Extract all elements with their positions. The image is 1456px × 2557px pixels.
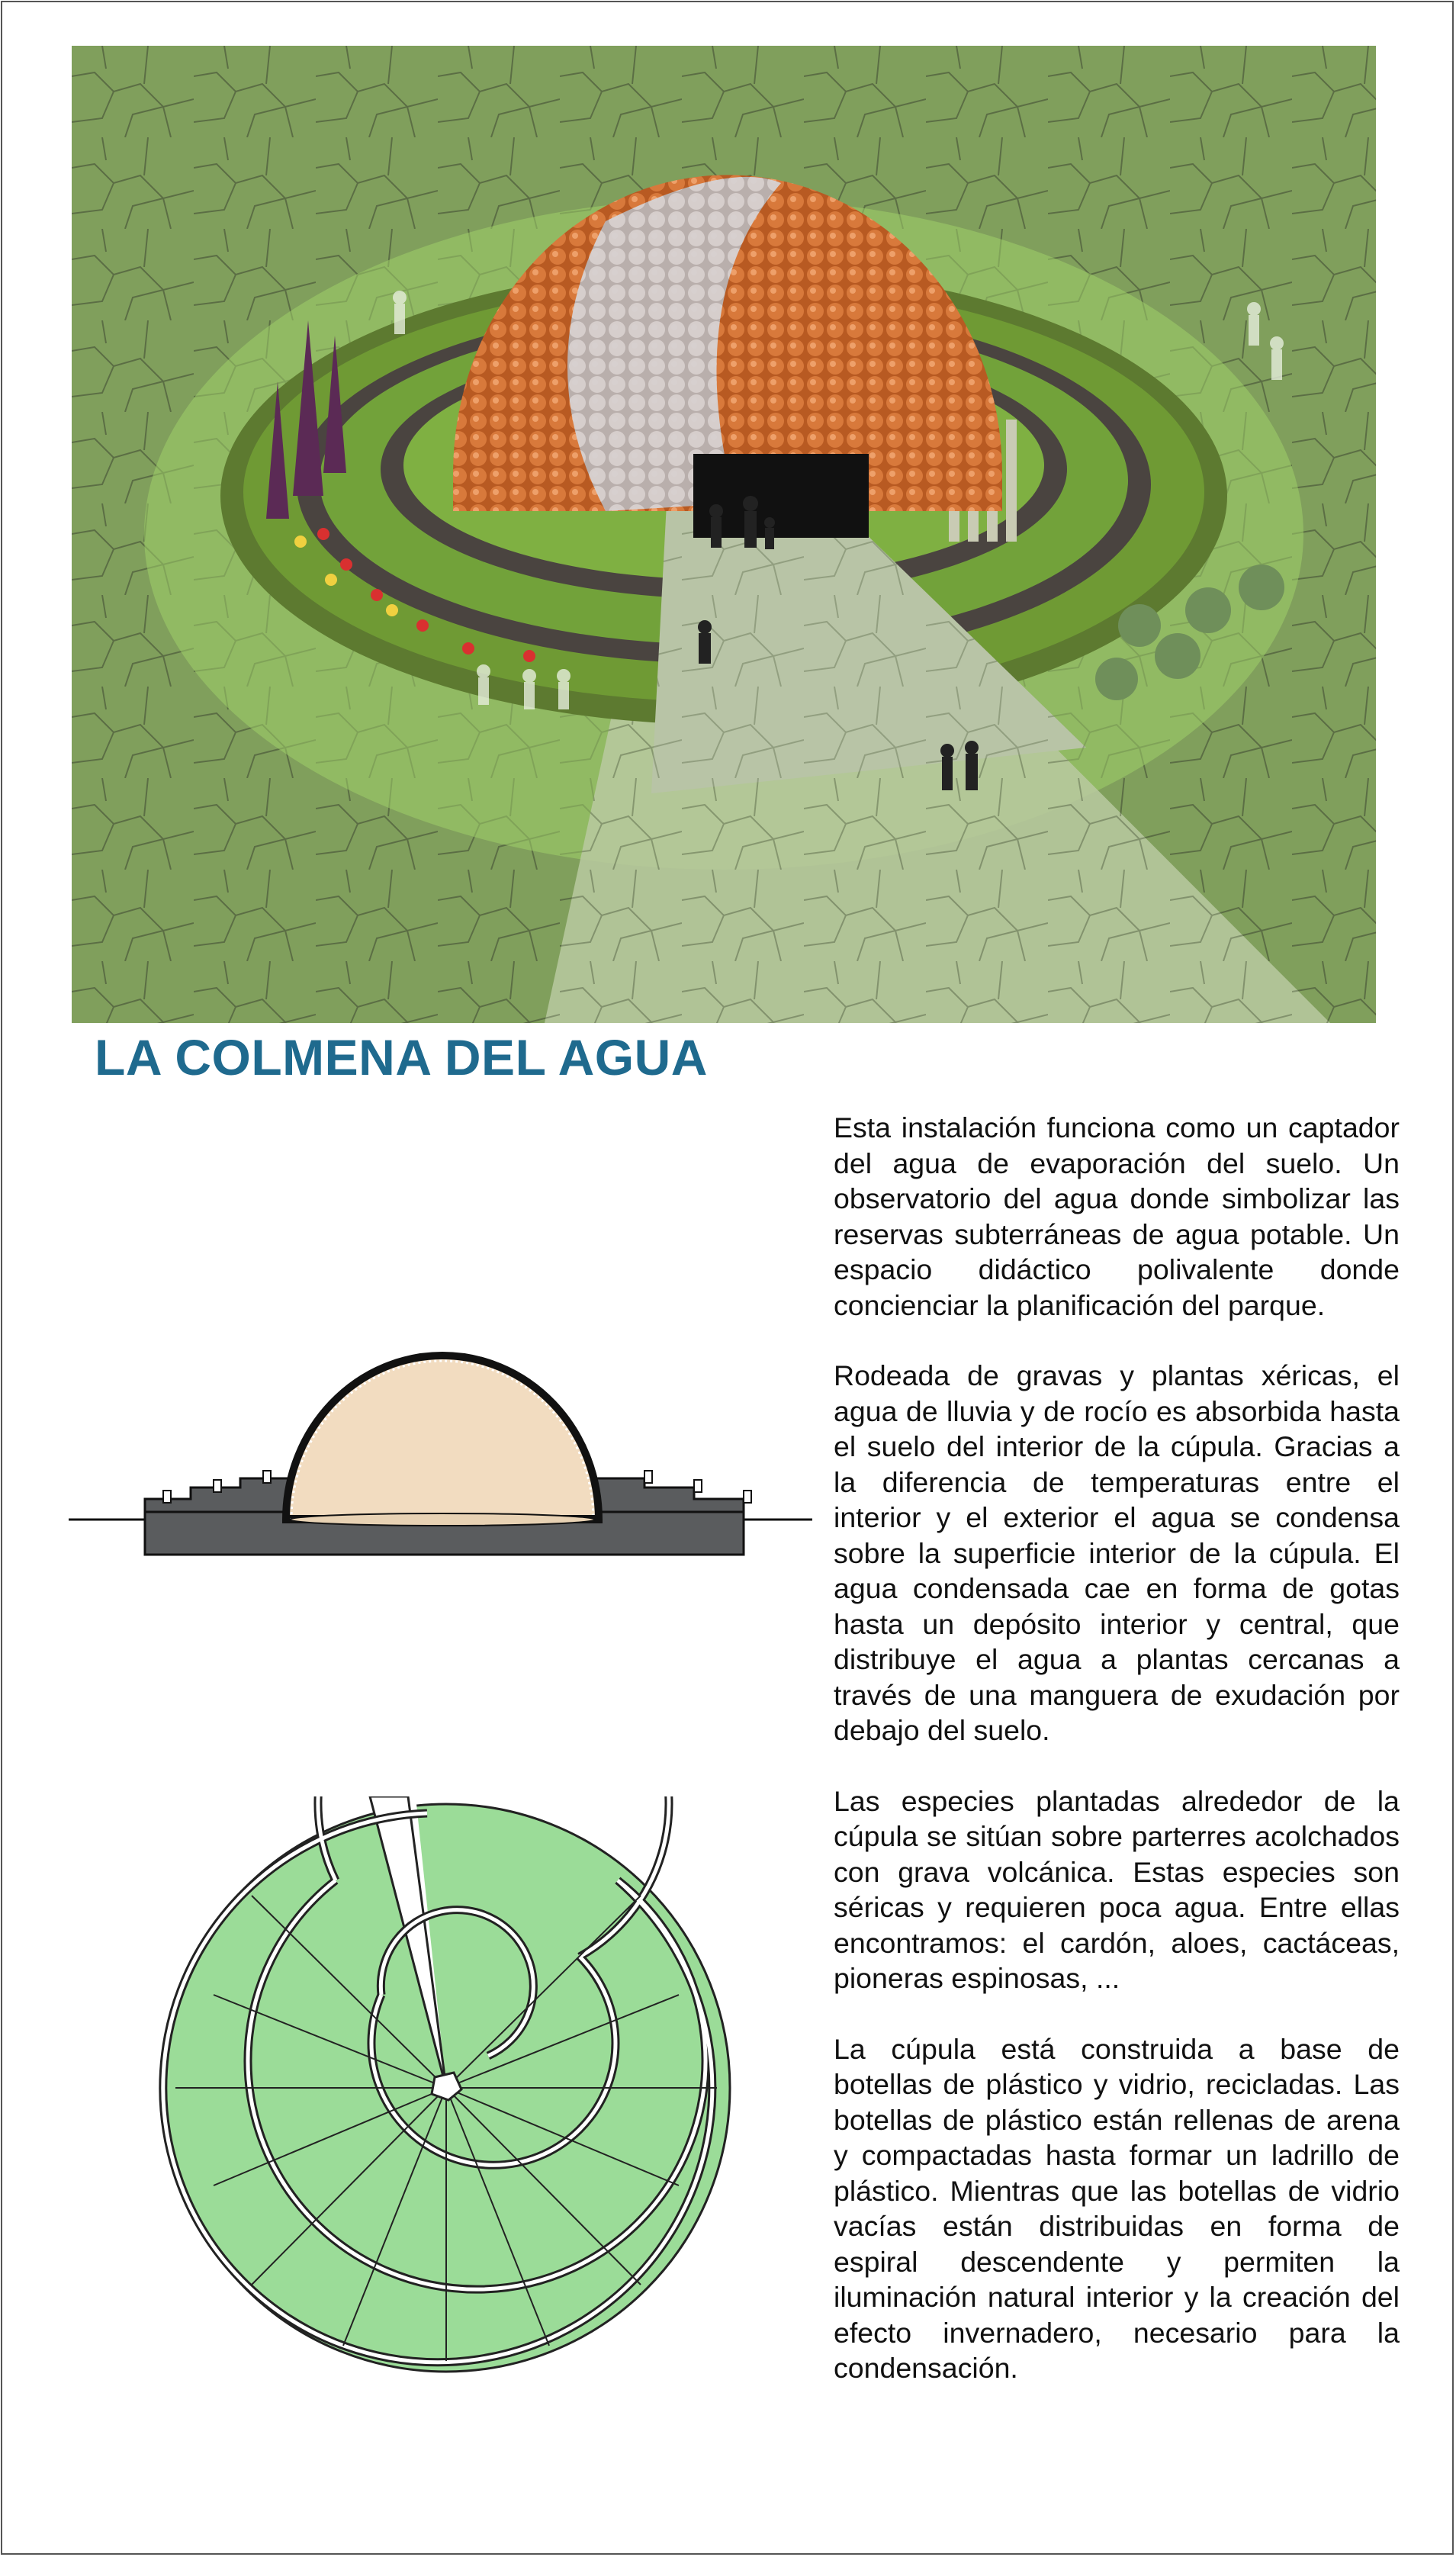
paragraph-4: La cúpula está construida a base de botellas de plástico y vidrio, recicladas. Las botellas de plástico están rellenas de arena y compactadas hasta formar un ladrillo de plástico. Mientras que las botellas de vidrio vacías están distribuidas en forma de espiral descendente y permiten la iluminación natural interior y la creación del efecto invernadero, necesario para la condensación.: [834, 2032, 1400, 2384]
rendering-image: [72, 46, 1376, 1023]
paragraph-2: Rodeada de gravas y plantas xéricas, el agua de lluvia y de rocío es absorbida hasta el suelo del interior de la cúpula. Gracias a la diferencia de temperaturas entre el interior y el exterior el agua se condensa sobre la superficie interior de la cúpula. El agua condensada cae en forma de gotas hasta un depósito interior y central, que distribuye el agua a plantas cercanas a través de una manguera de exudación por debajo del suelo.: [834, 1359, 1400, 1746]
plan-drawing: [153, 1796, 740, 2376]
page-title: LA COLMENA DEL AGUA: [95, 1029, 708, 1086]
paragraph-3: Las especies plantadas alrededor de la cúpula se sitúan sobre parterres acolchados con grava volcánica. Estas especies son séricas y requieren poca agua. Entre ellas encontramos: el cardón, aloes, cactáceas, pioneras espinosas, ...: [834, 1784, 1400, 1994]
description-text: [834, 1110, 1400, 2421]
section-drawing: [69, 1343, 824, 1571]
paragraph-1: Esta instalación funciona como un captador del agua de evaporación del suelo. Un observatorio del agua donde simbolizar las reservas subterráneas de agua potable. Un espacio didáctico polivalente donde concienciar la planificación del parque.: [834, 1111, 1400, 1321]
